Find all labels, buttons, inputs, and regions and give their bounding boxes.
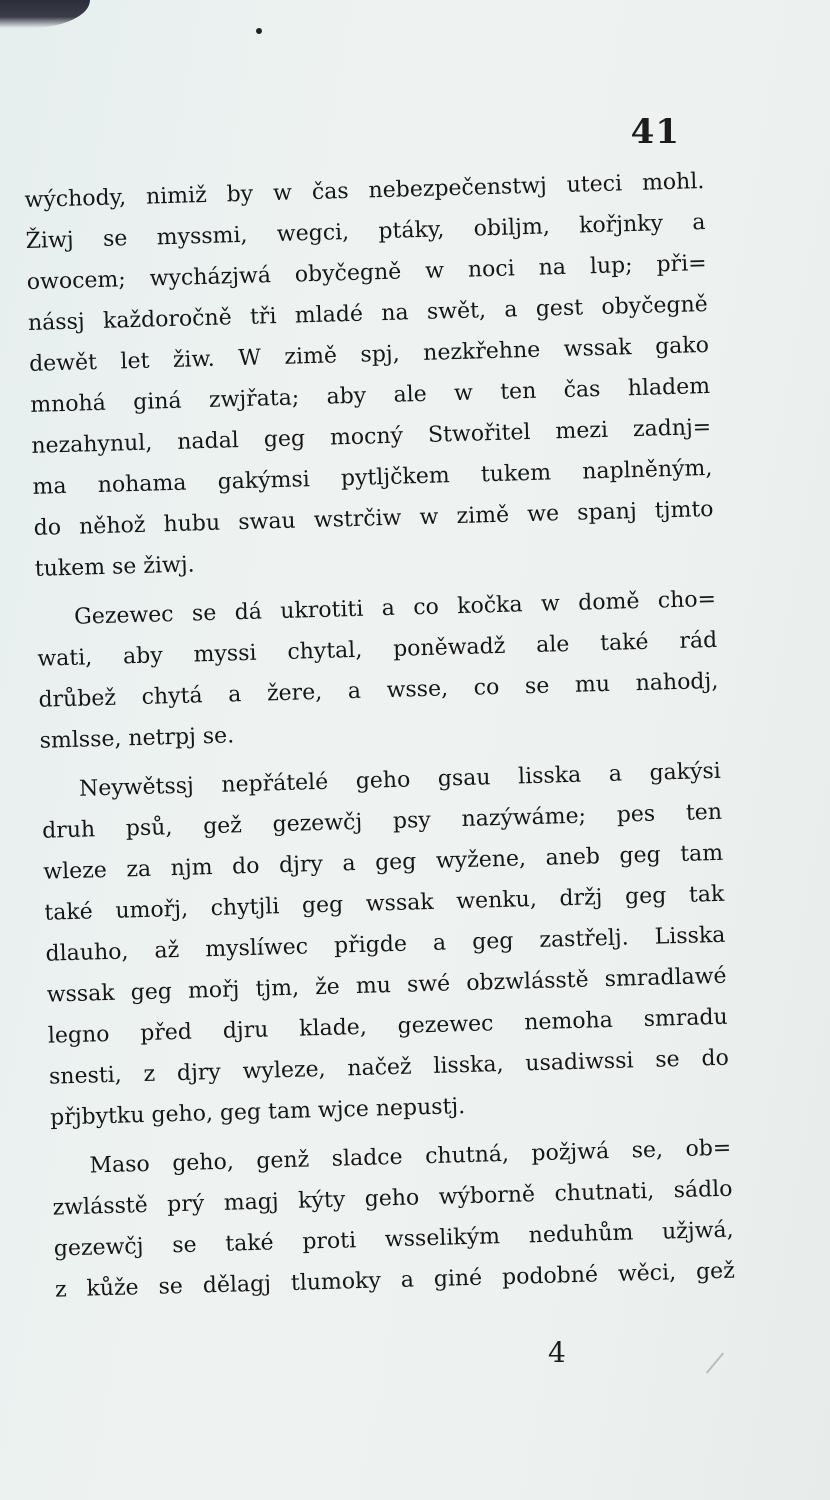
text-line: wleze za njm do djry a geg wyžene, aneb geg tam xyxy=(42,840,724,885)
text-line: Maso geho, genž sladce chutná, požjwá se, ob= xyxy=(89,1135,732,1179)
paper-crease xyxy=(706,1352,724,1373)
text-line: přjbytku geho, geg tam wjce nepustj. xyxy=(49,1094,466,1131)
text-line: také umořj, chytjli geg wssak wenku, držj geg tak xyxy=(44,881,725,926)
body-text xyxy=(24,161,735,1311)
text-line: zwlásstě prý magj kýty geho wýborně chutnati, sádlo xyxy=(52,1176,733,1221)
text-line: owocem; wycházjwá obyčegně w noci na lup; při= xyxy=(26,250,707,295)
text-line: nezahynul, nadal geg mocný Stwořitel mezi zadnj= xyxy=(31,414,712,459)
text-line: do něhož hubu swau wstrčiw w zimě we spanj tjmto xyxy=(33,496,714,541)
text-line: z kůže se dělagj tlumoky a giné podobné wěci, gež xyxy=(54,1258,736,1303)
signature-mark: 4 xyxy=(548,1336,566,1369)
text-line: dewět let žiw. W zimě spj, nezkřehne wssak gako xyxy=(28,332,710,377)
text-line: legno před djru klade, gezewec nemoha smradu xyxy=(47,1004,728,1049)
text-line: wýchody, nimiž by w čas nebezpečenstwj uteci mohl. xyxy=(24,169,705,213)
text-line: Neywětssj nepřátelé geho gsau lisska a gakýsi xyxy=(78,758,722,802)
text-line: dlauho, až myslíwec přigde a geg zastřelj. Lisska xyxy=(45,922,726,967)
text-line: Žiwj se myssmi, wegci, ptáky, obiljm, kořjnky a xyxy=(25,209,706,254)
text-line: nássj každoročně tři mladé na swět, a gest obyčegně xyxy=(27,291,709,336)
text-line: smlsse, netrpj se. xyxy=(39,723,235,754)
text-line: snesti, z djry wyleze, načež lisska, usadiwssi se do xyxy=(48,1045,730,1090)
text-line: mnohá giná zwjřata; aby ale w ten čas hladem xyxy=(29,373,711,418)
text-line: wati, aby myssi chytal, poněwadž ale také rád xyxy=(37,627,718,672)
text-line: wssak geg mořj tjm, že mu swé obzwlásstě smradlawé xyxy=(46,963,727,1008)
scan-edge-shadow xyxy=(0,0,90,28)
text-line: ma nohama gakýmsi pytljčkem tukem naplněným, xyxy=(32,455,713,500)
text-line: gezewčj se také proti wsselikým neduhům užjwá, xyxy=(53,1217,734,1262)
ink-dot xyxy=(256,28,262,34)
text-line: drůbež chytá a žere, a wsse, co se mu nahodj, xyxy=(38,668,719,713)
text-line: Gezewec se dá ukrotiti a co kočka w domě cho= xyxy=(73,586,717,630)
text-line: druh psů, gež gezewčj psy nazýwáme; pes ten xyxy=(41,799,723,844)
text-line: tukem se žiwj. xyxy=(34,552,195,582)
page-number: 41 xyxy=(630,112,680,152)
